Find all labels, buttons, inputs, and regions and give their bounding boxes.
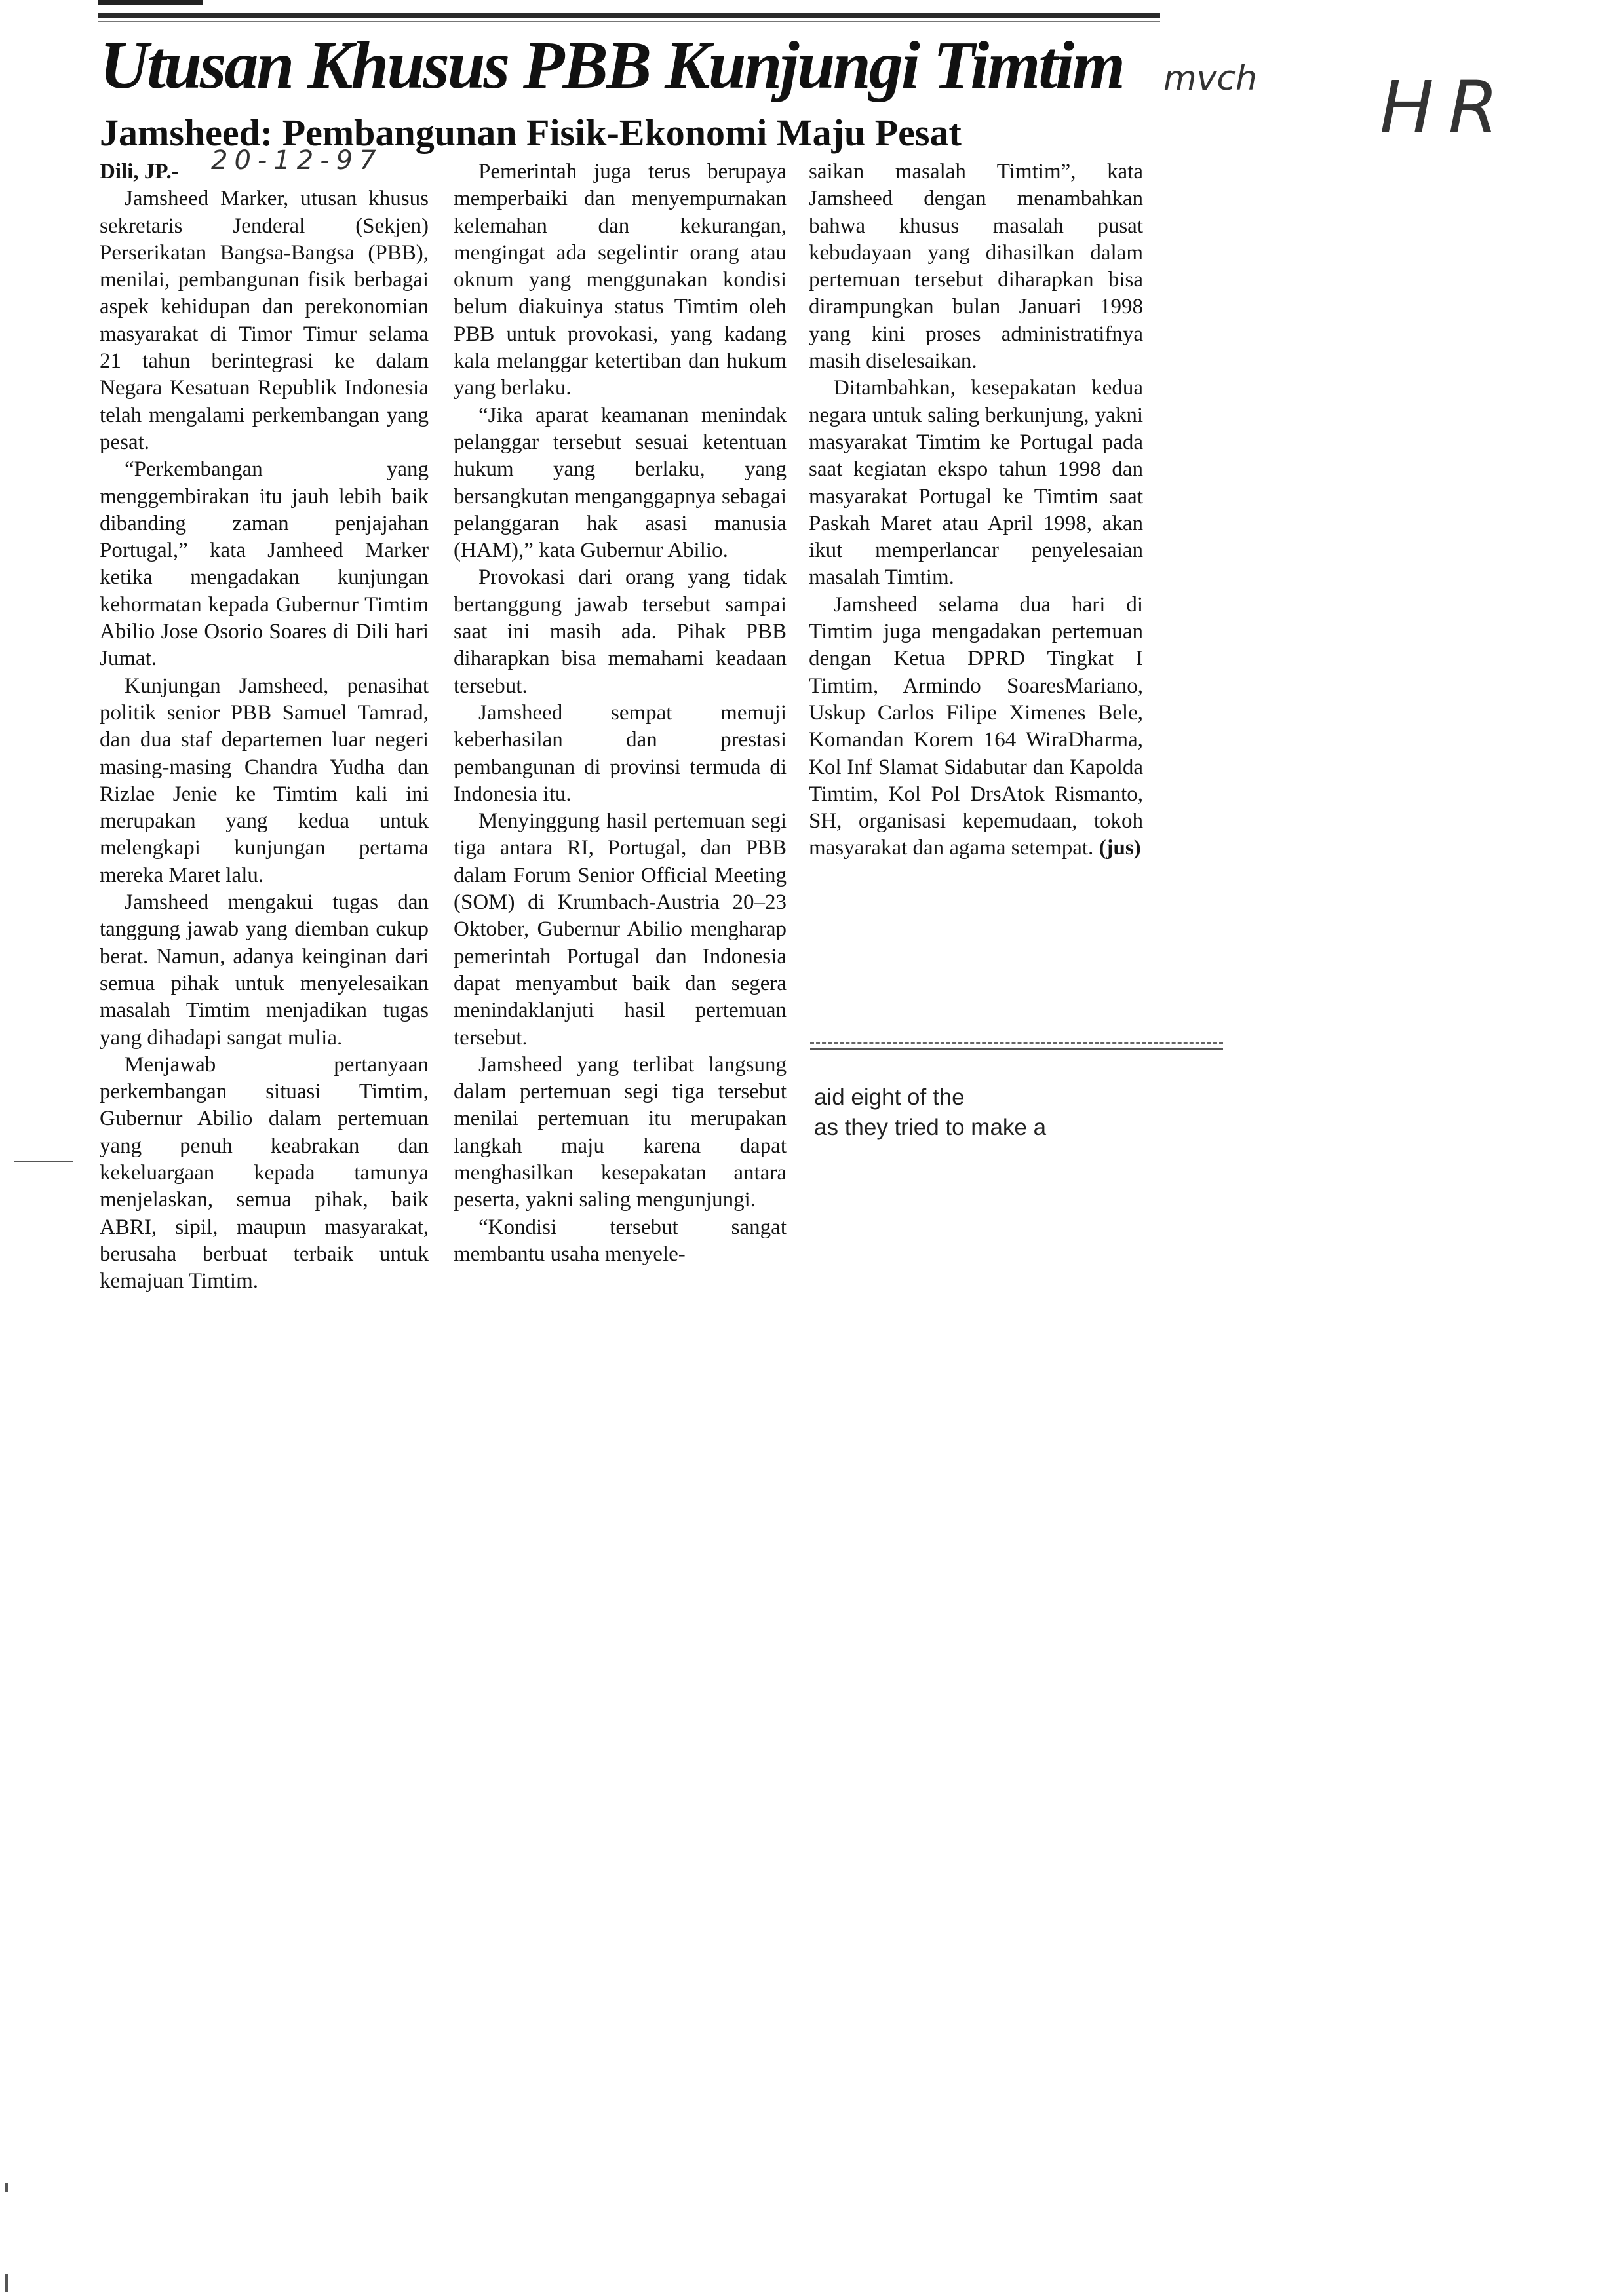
paragraph: Menjawab pertanyaan perkembangan situasi Timtim, Gubernur Abilio dalam pertemuan yang penuh keabrakan dan kekeluargaan kepada tamunya menjelaskan, semua pihak, baik ABRI, sipil, maupun masyarakat, berusaha berbuat terbaik untuk kemajuan Timtim. (100, 1052, 429, 1293)
paragraph: Menyinggung hasil pertemuan segi tiga antara RI, Portugal, dan PBB dalam Forum Senior Official Meeting (SOM) di Krumbach-Austria 20–23 Oktober, Gubernur Abilio mengharap pemerintah Portugal dan Indonesia dapat menyambut baik dan segera menindaklanjuti hasil pertemuan tersebut. (454, 809, 787, 1050)
top-rule (98, 13, 1160, 18)
paragraph-final (809, 592, 1143, 862)
headline: Utusan Khusus PBB Kunjungi Timtim (100, 28, 1123, 103)
paragraph: saikan masalah Timtim”, kata Jamsheed dengan menambahkan bahwa khusus masalah pusat kebudayaan yang dihasilkan dalam pertemuan tersebut diharapkan bisa dirampungkan bulan Januari 1998 yang kini proses administratifnya masih diselesaikan. (809, 160, 1143, 373)
paragraph: “Kondisi tersebut sangat membantu usaha menyele- (454, 1215, 787, 1266)
clipping-rule (810, 1048, 1223, 1050)
clipping-cut-line (810, 1042, 1223, 1044)
clipping-fragment-line-2: as they tried to make a (814, 1115, 1047, 1140)
handwritten-note: mvch (1163, 59, 1257, 98)
article-column-3 (809, 159, 1143, 862)
paragraph: Jamsheed Marker, utusan khusus sekretaris Jenderal (Sekjen) Perserikatan Bangsa-Bangsa (PBB), menilai, pembangunan fisik berbagai aspek kehidupan dan perekonomian masyarakat di Timor Timur selama 21 tahun berintegrasi ke dalam Negara Kesatuan Republik Indonesia telah mengalami perkembangan yang pesat. (100, 187, 429, 454)
byline: (jus) (1099, 836, 1141, 860)
article-column-1 (100, 159, 429, 1295)
paragraph: Provokasi dari orang yang tidak bertanggung jawab tersebut sampai saat ini masih ada. Pihak PBB diharapkan bisa memahami keadaan tersebut. (454, 565, 787, 698)
paragraph: “Perkembangan yang menggembirakan itu jauh lebih baik dibanding zaman penjajahan Portugal,” kata Jamheed Marker ketika mengadakan kunjungan kehormatan kepada Gubernur Timtim Abilio Jose Osorio Soares di Dili hari Jumat. (100, 457, 429, 671)
paragraph: Kunjungan Jamsheed, penasihat politik senior PBB Samuel Tamrad, dan dua staf departemen luar negeri masing-masing Chandra Yudha dan Rizlae Jenie ke Timtim kali ini merupakan yang kedua untuk melengkapi kunjungan pertama mereka Maret lalu. (100, 674, 429, 887)
dateline (100, 159, 429, 185)
scan-speck (5, 2183, 8, 2192)
scan-speck (5, 2274, 8, 2292)
paragraph: Ditambahkan, kesepakatan kedua negara untuk saling berkunjung, yakni masyarakat Timtim ke Portugal pada saat kegiatan ekspo tahun 1998 dan masyarakat Portugal ke Timtim saat Paskah Maret atau April 1998, akan ikut memperlancar penyelesaian masalah Timtim. (809, 376, 1143, 590)
paragraph: “Jika aparat keamanan menindak pelanggar tersebut sesuai ketentuan hukum yang berlaku, yang bersangkutan menganggapnya sebagai pelanggaran hak asasi manusia (HAM),” kata Gubernur Abilio. (454, 403, 787, 563)
top-rule-thin (98, 21, 1160, 22)
handwritten-initials: HR (1380, 66, 1513, 149)
paragraph-text: Jamsheed selama dua hari di Timtim juga mengadakan pertemuan dengan Ketua DPRD Tingkat I Timtim, Armindo SoaresMariano, Uskup Carlos Filipe Ximenes Bele, Komandan Korem 164 WiraDharma, Kol Inf Slamat Sidabutar dan Kapolda Timtim, Kol Pol DrsAtok Rismanto, SH, organisasi kepemudaan, tokoh masyarakat dan agama setempat. (809, 592, 1143, 860)
paragraph: Jamsheed yang terlibat langsung dalam pertemuan segi tiga tersebut menilai pertemuan itu merupakan langkah maju karena dapat menghasilkan kesepakatan antara peserta, yakni saling mengunjungi. (454, 1052, 787, 1212)
paragraph: Pemerintah juga terus berupaya memperbaiki dan menyempurnakan kelemahan dan kekurangan, mengingat ada segelintir orang atau oknum yang menggunakan kondisi belum diakuinya status Timtim oleh PBB untuk provokasi, yang kadang kala melanggar ketertiban dan hukum yang berlaku. (454, 160, 787, 400)
scan-speck (14, 1161, 73, 1162)
paragraph: Jamsheed sempat memuji keberhasilan dan prestasi pembangunan di provinsi termuda di Indonesia itu. (454, 700, 787, 806)
handwritten-date: 20-12-97 (211, 145, 383, 176)
top-rule-stub (98, 0, 203, 5)
dateline-label: Dili, JP.- (100, 160, 179, 183)
clipping-fragment-line-1: aid eight of the (814, 1084, 965, 1110)
article-column-2 (454, 159, 787, 1268)
subheadline: Jamsheed: Pembangunan Fisik-Ekonomi Maju Pesat (100, 111, 962, 154)
paragraph: Jamsheed mengakui tugas dan tanggung jawab yang diemban cukup berat. Namun, adanya keinginan dari semua pihak untuk menyelesaikan masalah Timtim menjadikan tugas yang dihadapi sangat mulia. (100, 890, 429, 1050)
